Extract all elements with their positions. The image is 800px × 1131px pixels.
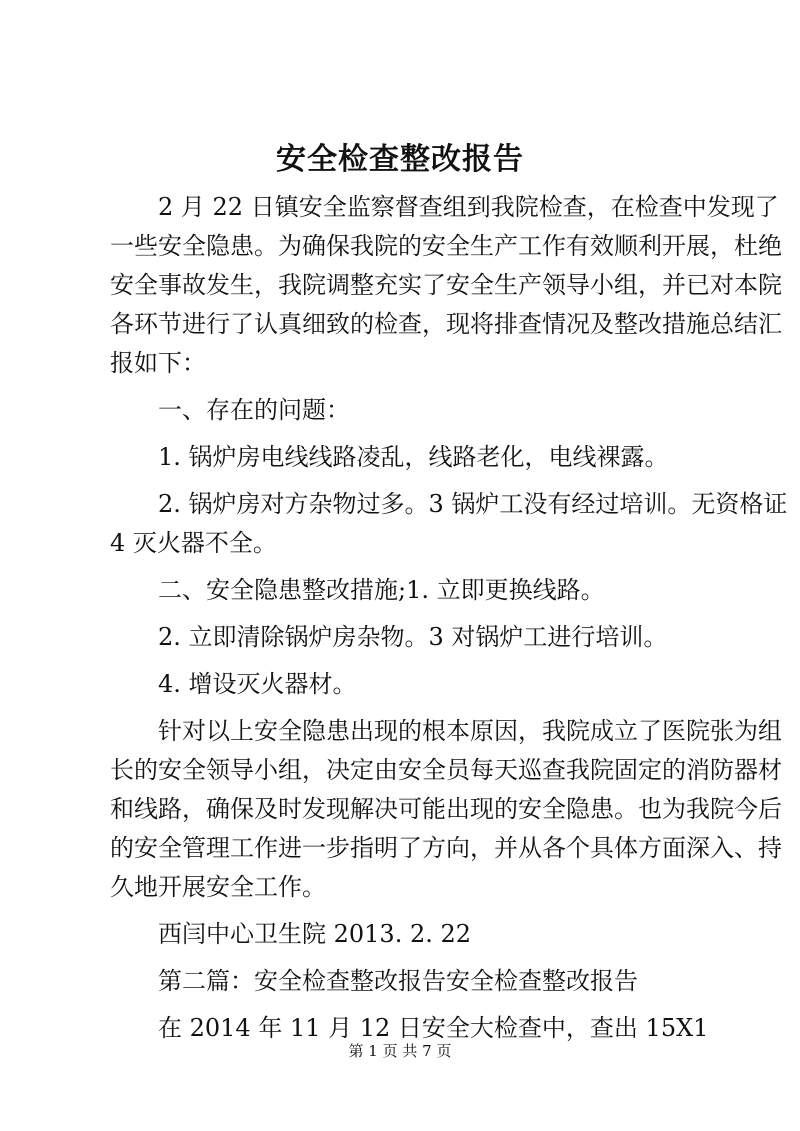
- text-line: 各环节进行了认真细致的检查，现将排查情况及整改措施总结汇: [110, 310, 782, 338]
- document-body: [110, 188, 788, 1048]
- text-line: 西闫中心卫生院 2013. 2. 22: [158, 920, 472, 948]
- text-line: 报如下：: [110, 349, 206, 377]
- text-line: 二、安全隐患整改措施;1. 立即更换线路。: [158, 576, 605, 604]
- section-heading: [110, 962, 710, 1001]
- section-heading: [110, 571, 710, 610]
- text-line: 4 灭火器不全。: [110, 529, 277, 557]
- text-line: 一些安全隐患。为确保我院的安全生产工作有效顺利开展，杜绝: [110, 232, 782, 260]
- text-line: 2. 立即清除锅炉房杂物。3 对锅炉工进行培训。: [158, 623, 668, 651]
- list-item: [110, 485, 788, 563]
- text-line: 和线路，确保及时发现解决可能出现的安全隐患。也为我院今后: [110, 795, 782, 823]
- text-line: 的安全管理工作进一步指明了方向，并从各个具体方面深入、持: [110, 834, 782, 862]
- text-line: 久地开展安全工作。: [110, 873, 326, 901]
- section-heading: [110, 391, 710, 430]
- list-item: [110, 618, 710, 657]
- text-line: 长的安全领导小组，决定由安全员每天巡查我院固定的消防器材: [110, 756, 782, 784]
- list-item: [110, 665, 710, 704]
- text-line: 2. 锅炉房对方杂物过多。3 锅炉工没有经过培训。无资格证: [158, 490, 788, 518]
- text-line: 一、存在的问题：: [158, 396, 350, 424]
- signature-line: [110, 915, 710, 954]
- text-line: 针对以上安全隐患出现的根本原因，我院成立了医院张为组: [158, 717, 782, 745]
- document-title: 安全检查整改报告: [276, 142, 524, 177]
- paragraph: [110, 712, 782, 907]
- paragraph: [110, 188, 782, 383]
- text-line: 在 2014 年 11 月 12 日安全大检查中，查出 15X1: [158, 1014, 709, 1042]
- text-line: 安全事故发生，我院调整充实了安全生产领导小组，并已对本院: [110, 271, 782, 299]
- text-line: 4. 增设灭火器材。: [158, 670, 357, 698]
- text-line: 1. 锅炉房电线线路凌乱，线路老化，电线裸露。: [158, 443, 669, 471]
- text-line: 第二篇：安全检查整改报告安全检查整改报告: [158, 967, 638, 995]
- list-item: [110, 438, 710, 477]
- page-number: 第 1 页 共 7 页: [348, 1042, 452, 1060]
- text-line: 2 月 22 日镇安全监察督查组到我院检查，在检查中发现了: [158, 193, 779, 221]
